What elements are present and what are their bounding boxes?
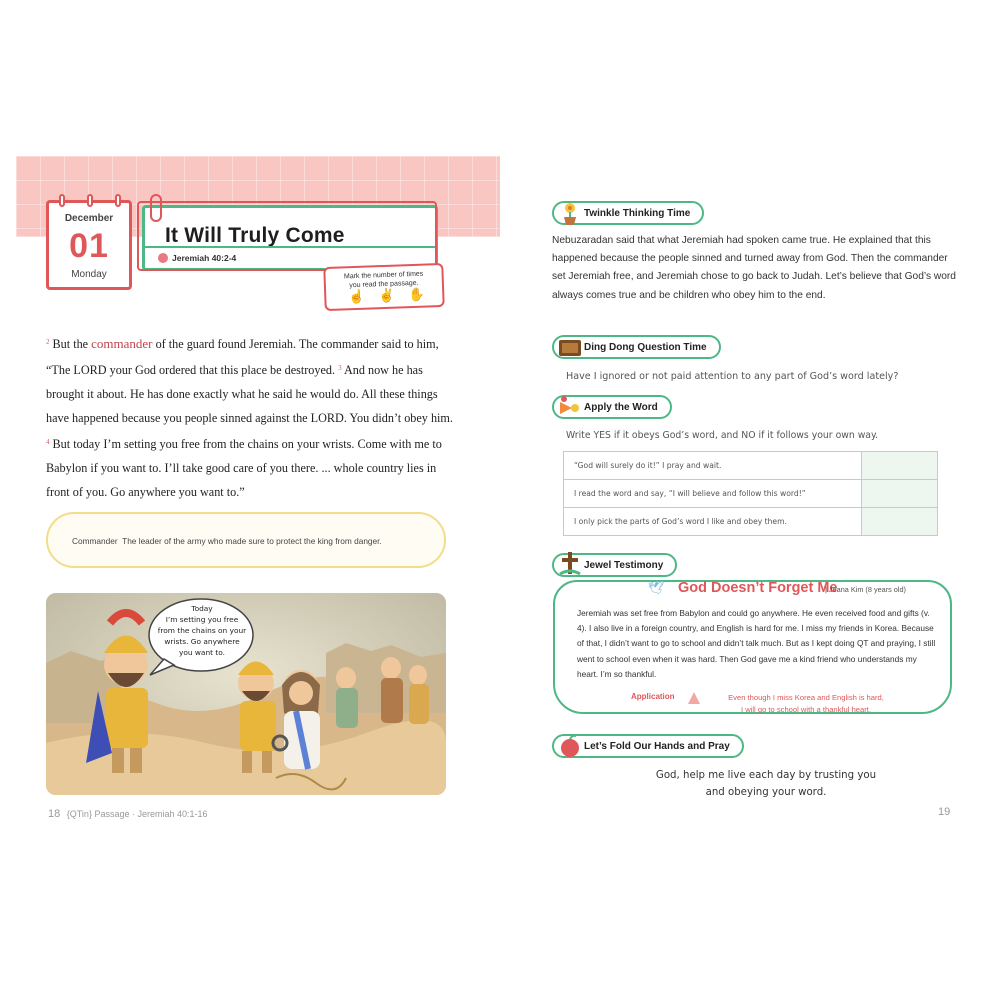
table-row [564,452,938,480]
right-page-number: 19 [938,806,951,818]
read-count-instructions: Mark the number of times you read the passage. [343,270,424,290]
footer-reference: · Jeremiah 40:1-16 [132,809,208,819]
page-number: 18 [48,808,61,820]
answer-cell[interactable] [862,452,938,480]
calendar-month: December [64,213,114,224]
scripture-passage: $^2$ But the commander of the guard found Jeremiah. The commander said to him, “The LORD your God ordered that this place be destroyed. $^3$ And now he has brought it about. He has done exactly what he said he would do. All these things have happened because you people sinned against the LORD. You didn’t obey him. $^4$ But today I’m setting you free from the chains on your wrists. Come with me to Babylon if you want to. I’ll take good care of you there. ... whole country lies in front of you. Go anywhere you want to.” [46,336,453,499]
table-row [564,480,938,508]
trumpet-icon [558,394,582,420]
apply-section-label: Apply the Word [552,395,672,419]
flower-pot-icon [558,200,582,226]
testimony-section-label: Jewel Testimony [552,553,677,577]
three-fingers-icon[interactable]: ✋ [408,286,426,303]
praying-hands-icon [684,691,704,705]
dingdong-question: Have I ignored or not paid attention to any part of God’s word lately? [566,371,899,382]
dingdong-section-label: Ding Dong Question Time [552,335,721,359]
scripture-reference: Jeremiah 40:2-4 [172,253,237,263]
statement-cell: I only pick the parts of God’s word I like and obey them. [564,508,862,536]
statement-cell: “God will surely do it!” I pray and wait. [564,452,862,480]
book-icon [558,334,582,360]
verse-number: 2 [46,338,50,346]
paperclip-icon [150,194,162,222]
speech-bubble-text: Today I’m setting you free from the chains on your wrists. Go anywhere you want to. [157,604,247,657]
twinkle-text: Nebuzaradan said that what Jeremiah had spoken came true. He explained that this happened because the people sinned and turned away from God. Then the commander set Jeremiah free, and Jeremiah chose to go back to Judah. Let’s believe that God’s word always comes true and be children who obey him to the end. [552,235,956,301]
left-page-footer [48,808,208,820]
finger-count-icons [348,288,425,305]
calendar-day: 01 [69,227,109,265]
apple-icon [558,733,582,759]
cross-icon [558,552,582,578]
calendar-rings-icon [59,194,121,206]
pray-section-label: Let’s Fold Our Hands and Pray [552,734,744,758]
testimony-body: Jeremiah was set free from Babylon and could go anywhere. He even received food and gifts (v. 4). I also live in a foreign country, and English is hard for me. I miss my friends in Korea. Because of that, I didn’t want to go to school and didn’t talk much. But as I kept doing QT and praying, I still went to school even when it was hard. Then God gave me a kind friend who understands my heart. I’m so thankful. [577,608,936,679]
answer-cell[interactable] [862,508,938,536]
glossary-term: Commander [72,536,118,546]
twinkle-section-label: Twinkle Thinking Time [552,201,704,225]
calendar-weekday: Monday [71,269,107,280]
two-fingers-icon[interactable]: ✌ [378,287,395,304]
answer-cell[interactable] [862,480,938,508]
title-card [142,205,438,271]
highlighted-word: commander [91,336,153,351]
glossary-definition: The leader of the army who made sure to protect the king from danger. [122,536,382,546]
application-label: Application [631,692,675,701]
date-calendar [46,200,132,290]
one-finger-icon[interactable]: ☝ [348,288,365,305]
table-row [564,508,938,536]
apply-instructions: Write YES if it obeys God’s word, and NO if it follows your own way. [566,430,879,441]
application-text: Even though I miss Korea and English is hard, I will go to school with a thankful heart. [728,693,884,714]
yes-no-table [563,451,938,536]
testimony-author: | Jeana Kim (8 years old) [825,585,906,594]
glossary-note [46,512,446,568]
verse-number: 4 [46,438,50,446]
prayer-text: God, help me live each day by trusting you and obeying your word. [655,770,877,798]
dove-icon: 🕊 [648,580,665,595]
read-count-marker[interactable] [323,263,444,311]
page-title: It Will Truly Come [165,224,345,247]
flower-icon [158,253,168,263]
series-name: {QTin} Passage [66,809,130,819]
story-illustration [46,593,446,795]
testimony-title: God Doesn’t Forget Me [678,580,838,596]
statement-cell: I read the word and say, “I will believe and follow this word!” [564,480,862,508]
verse-number: 3 [338,364,342,372]
